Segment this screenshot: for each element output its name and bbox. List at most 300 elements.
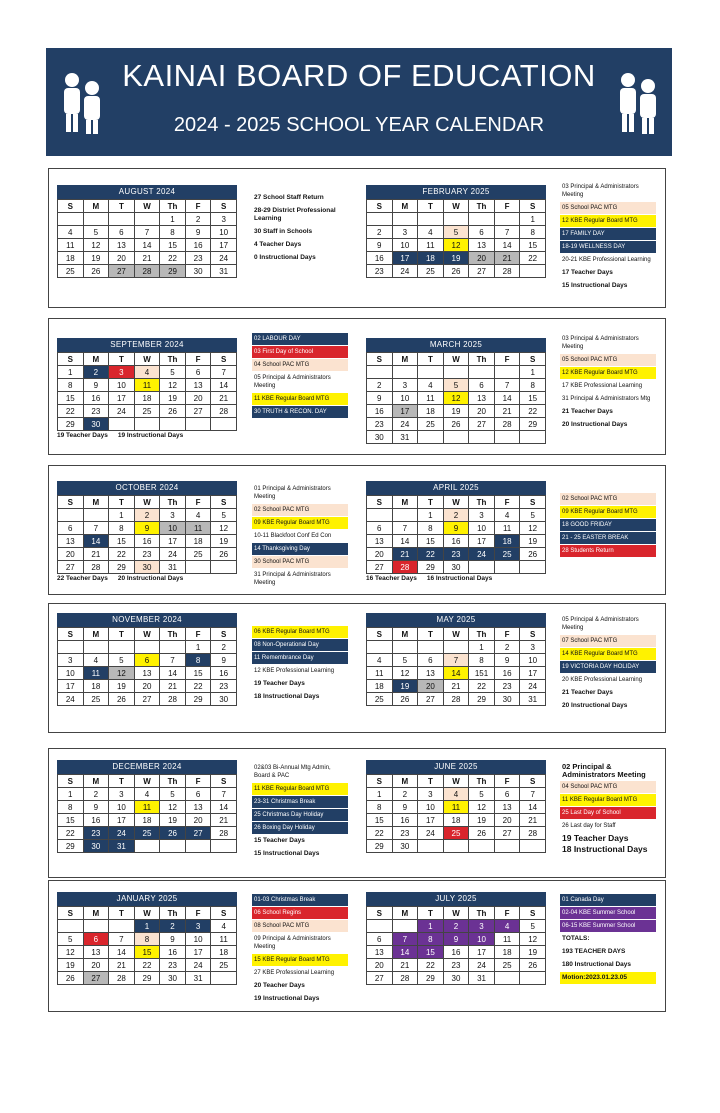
weekday-header: S [211,200,237,213]
day-cell: 1 [58,788,84,801]
event-list [252,333,348,419]
day-cell: 31 [185,972,211,985]
month-day-totals [57,432,193,439]
weekday-header: S [211,496,237,509]
empty-cell [392,509,418,522]
event-item: 27 School Staff Return [254,194,324,201]
day-cell: 8 [418,522,444,535]
month-grid [57,627,237,706]
day-cell: 24 [160,548,186,561]
event-item: 30 TRUTH & RECON. DAY [252,406,348,418]
day-cell: 20 [134,680,160,693]
day-cell: 25 [134,405,160,418]
event-item: 18 Instructional Days [562,844,648,854]
day-cell: 1 [160,213,186,226]
day-cell: 7 [392,522,418,535]
empty-cell [83,213,109,226]
day-cell: 24 [469,548,495,561]
day-cell: 29 [160,265,186,278]
weekday-header: S [367,775,393,788]
day-cell: 15 [160,239,186,252]
empty-cell [469,366,495,379]
day-cell: 18 [418,252,444,265]
weekday-header: M [392,353,418,366]
weekday-header: S [58,353,84,366]
day-cell: 26 [211,548,237,561]
weekday-header: T [109,200,135,213]
empty-cell [367,213,393,226]
day-cell: 24 [392,418,418,431]
empty-cell [469,561,495,574]
month-grid [57,495,237,574]
weekday-header: F [494,496,520,509]
day-cell: 29 [134,972,160,985]
day-cell: 27 [367,972,393,985]
day-cell: 8 [160,226,186,239]
day-cell: 17 [392,252,418,265]
day-cell: 6 [185,366,211,379]
day-cell: 7 [134,226,160,239]
empty-cell [392,366,418,379]
day-cell: 7 [443,654,469,667]
weekday-header: W [443,353,469,366]
event-item: 19 VICTORIA DAY HOLIDAY [560,661,656,673]
month-grid [57,199,237,278]
day-cell: 14 [520,801,546,814]
day-cell: 20 [494,814,520,827]
day-cell: 17 [520,667,546,680]
day-cell: 1 [367,788,393,801]
empty-cell [520,431,546,444]
day-cell: 7 [392,933,418,946]
day-cell: 25 [83,693,109,706]
day-cell: 16 [185,239,211,252]
day-cell: 24 [109,405,135,418]
event-item: 05 Principal & Administrators Meeting [562,617,639,631]
event-item: 12 KBE Regular Board MTG [560,367,656,379]
day-cell: 11 [494,933,520,946]
day-cell: 20 [83,959,109,972]
day-cell: 21 [211,392,237,405]
day-cell: 2 [367,379,393,392]
empty-cell [520,972,546,985]
event-item: 14 Thanksgiving Day [252,543,348,555]
event-item: 04 School PAC MTG [560,781,656,793]
calendar-subtitle: 2024 - 2025 SCHOOL YEAR CALENDAR [173,114,545,136]
day-cell: 14 [392,535,418,548]
day-cell: 16 [494,667,520,680]
weekday-header: W [443,907,469,920]
day-cell: 3 [469,920,495,933]
day-cell: 15 [418,535,444,548]
empty-cell [520,840,546,853]
event-item: 02 LABOUR DAY [252,333,348,345]
day-cell: 24 [469,959,495,972]
day-cell: 25 [494,548,520,561]
day-cell: 21 [494,252,520,265]
day-cell: 17 [109,814,135,827]
day-cell: 8 [418,933,444,946]
day-cell: 5 [443,226,469,239]
weekday-header: M [83,353,109,366]
empty-cell [160,840,186,853]
empty-cell [469,213,495,226]
event-item: 15 Teacher Days [254,837,305,844]
day-cell: 27 [109,265,135,278]
header-banner [46,48,672,156]
day-cell: 26 [443,265,469,278]
day-cell: 29 [367,840,393,853]
event-item: 30 School PAC MTG [252,556,348,568]
empty-cell [185,418,211,431]
day-cell: 17 [109,392,135,405]
day-cell: 28 [494,265,520,278]
day-cell: 1 [418,509,444,522]
weekday-header: F [494,200,520,213]
month-calendar [57,338,237,439]
day-cell: 23 [494,680,520,693]
empty-cell [134,418,160,431]
day-cell: 23 [367,265,393,278]
weekday-header: F [185,775,211,788]
empty-cell [418,641,444,654]
empty-cell [134,840,160,853]
day-cell: 12 [58,946,84,959]
day-cell: 9 [443,522,469,535]
weekday-header: S [367,200,393,213]
day-cell: 23 [443,548,469,561]
day-cell: 10 [418,801,444,814]
day-cell: 13 [109,239,135,252]
month-grid [57,906,237,985]
day-cell: 18 [58,252,84,265]
event-item: 25 Last Day of School [560,807,656,819]
day-cell: 28 [392,561,418,574]
day-cell: 10 [469,933,495,946]
day-cell: 31 [469,972,495,985]
day-cell: 4 [83,654,109,667]
weekday-header: S [520,496,546,509]
event-item: 04 School PAC MTG [252,359,348,371]
event-item: Motion:2023.01.23.05 [560,972,656,984]
empty-cell [392,920,418,933]
day-cell: 4 [494,509,520,522]
weekday-header: T [109,907,135,920]
day-cell: 30 [185,265,211,278]
weekday-header: M [392,496,418,509]
day-cell: 21 [392,959,418,972]
month-title: MAY 2025 [366,613,546,627]
day-cell: 8 [185,654,211,667]
day-cell: 7 [83,522,109,535]
empty-cell [392,213,418,226]
day-cell: 28 [494,418,520,431]
day-total-label: 20 Instructional Days [117,575,184,582]
day-cell: 3 [469,509,495,522]
day-cell: 20 [109,252,135,265]
weekday-header: M [392,200,418,213]
empty-cell [520,265,546,278]
day-cell: 12 [160,801,186,814]
event-item: 20-21 KBE Professional Learning [562,257,651,263]
day-cell: 17 [469,535,495,548]
day-cell: 25 [185,548,211,561]
day-cell: 23 [392,827,418,840]
month-title: NOVEMBER 2024 [57,613,237,627]
day-cell: 14 [134,239,160,252]
day-cell: 25 [134,827,160,840]
day-cell: 15 [58,814,84,827]
day-cell: 18 [134,814,160,827]
event-item: 0 Instructional Days [254,254,316,261]
day-cell: 19 [443,252,469,265]
day-cell: 6 [134,654,160,667]
event-list [252,192,348,265]
day-cell: 14 [392,946,418,959]
event-item: 03 Principal & Administrators Meeting [562,336,639,350]
empty-cell [58,920,84,933]
day-cell: 13 [494,801,520,814]
event-item: 12 KBE Professional Learning [254,668,335,674]
day-cell: 10 [211,226,237,239]
day-cell: 6 [367,933,393,946]
event-item: 27 KBE Professional Learning [254,970,335,976]
day-cell: 31 [160,561,186,574]
day-cell: 5 [520,920,546,933]
day-cell: 17 [211,239,237,252]
day-cell: 18 [83,680,109,693]
empty-cell [443,213,469,226]
day-cell: 24 [392,265,418,278]
day-cell: 9 [211,654,237,667]
weekday-header: W [134,628,160,641]
event-item: 20 Teacher Days [254,982,305,989]
day-cell: 26 [160,405,186,418]
weekday-header: W [443,200,469,213]
event-list [560,493,656,558]
day-cell: 2 [443,509,469,522]
event-item: 28-29 District Professional Learning [254,207,336,222]
empty-cell [367,920,393,933]
day-cell: 13 [469,392,495,405]
day-cell: 25 [443,827,469,840]
day-cell: 27 [494,827,520,840]
day-cell: 22 [109,548,135,561]
event-item: 180 Instructional Days [562,961,631,968]
day-cell: 16 [367,405,393,418]
day-cell: 31 [109,840,135,853]
day-cell: 27 [469,418,495,431]
event-item: 31 Principal & Administrators Meeting [254,572,331,586]
day-cell: 16 [83,392,109,405]
month-calendar [366,185,546,278]
empty-cell [83,509,109,522]
empty-cell [160,418,186,431]
day-cell: 14 [160,667,186,680]
day-cell: 30 [83,418,109,431]
empty-cell [418,840,444,853]
day-cell: 19 [469,814,495,827]
day-cell: 30 [160,972,186,985]
event-item: 08 School PAC MTG [252,920,348,932]
weekday-header: S [520,907,546,920]
empty-cell [469,431,495,444]
weekday-header: S [520,353,546,366]
month-title: OCTOBER 2024 [57,481,237,495]
event-item: 05 School PAC MTG [560,202,656,214]
day-cell: 6 [418,654,444,667]
day-cell: 22 [418,959,444,972]
event-list [252,894,348,1006]
event-list [560,181,656,293]
event-item: 20 KBE Professional Learning [562,677,643,683]
day-cell: 5 [443,379,469,392]
month-title: JANUARY 2025 [57,892,237,906]
day-cell: 26 [160,827,186,840]
day-cell: 3 [185,920,211,933]
month-grid [57,352,237,431]
weekday-header: F [185,496,211,509]
day-cell: 11 [134,801,160,814]
day-total-label: 16 Teacher Days [366,575,417,582]
event-item: 05 Principal & Administrators Meeting [254,375,331,389]
weekday-header: T [418,353,444,366]
day-total-label: 22 Teacher Days [57,575,108,582]
weekday-header: F [185,200,211,213]
month-calendar [57,760,237,853]
day-cell: 20 [58,548,84,561]
day-cell: 23 [160,959,186,972]
weekday-header: T [418,775,444,788]
event-item: 20 Instructional Days [562,702,628,709]
day-cell: 25 [367,693,393,706]
weekday-header: M [83,775,109,788]
event-item: 14 KBE Regular Board MTG [560,648,656,660]
day-cell: 16 [443,946,469,959]
day-cell: 28 [520,827,546,840]
day-cell: 19 [211,535,237,548]
board-title: KAINAI BOARD OF EDUCATION [122,58,596,93]
weekday-header: M [83,200,109,213]
weekday-header: W [134,775,160,788]
event-item: 02 School PAC MTG [252,504,348,516]
day-cell: 2 [160,920,186,933]
day-cell: 11 [211,933,237,946]
day-cell: 2 [83,366,109,379]
weekday-header: S [367,907,393,920]
weekday-header: Th [160,907,186,920]
day-cell: 7 [211,366,237,379]
day-cell: 18 [443,814,469,827]
weekday-header: W [134,907,160,920]
weekday-header: W [134,353,160,366]
weekday-header: S [211,775,237,788]
weekday-header: F [494,775,520,788]
day-cell: 9 [185,226,211,239]
weekday-header: S [520,775,546,788]
day-cell: 29 [58,418,84,431]
day-cell: 15 [185,667,211,680]
day-cell: 19 [58,959,84,972]
day-cell: 7 [494,379,520,392]
day-cell: 9 [160,933,186,946]
empty-cell [134,213,160,226]
empty-cell [83,920,109,933]
day-cell: 6 [185,788,211,801]
event-item: 11 KBE Regular Board MTG [252,783,348,795]
month-calendar [366,613,546,706]
day-cell: 21 [134,252,160,265]
day-cell: 4 [185,509,211,522]
day-cell: 30 [367,431,393,444]
day-cell: 26 [469,827,495,840]
day-cell: 17 [185,946,211,959]
month-title: DECEMBER 2024 [57,760,237,774]
day-cell: 20 [469,252,495,265]
day-cell: 8 [134,933,160,946]
day-cell: 28 [134,265,160,278]
day-cell: 10 [520,654,546,667]
day-cell: 20 [418,680,444,693]
day-cell: 23 [134,548,160,561]
day-cell: 27 [418,693,444,706]
day-cell: 23 [367,418,393,431]
month-calendar [366,892,546,985]
day-cell: 10 [392,392,418,405]
weekday-header: F [494,628,520,641]
day-cell: 1 [185,641,211,654]
empty-cell [109,641,135,654]
day-cell: 20 [185,392,211,405]
day-cell: 17 [58,680,84,693]
weekday-header: F [494,907,520,920]
day-cell: 26 [392,693,418,706]
weekday-header: F [185,907,211,920]
day-cell: 9 [494,654,520,667]
empty-cell [185,561,211,574]
day-cell: 1 [520,366,546,379]
weekday-header: S [211,353,237,366]
day-cell: 24 [520,680,546,693]
day-cell: 26 [520,548,546,561]
day-cell: 9 [83,801,109,814]
weekday-header: T [109,496,135,509]
day-cell: 29 [418,561,444,574]
day-cell: 5 [58,933,84,946]
empty-cell [443,366,469,379]
day-cell: 2 [494,641,520,654]
day-cell: 11 [83,667,109,680]
day-cell: 27 [185,405,211,418]
event-item: 20 Instructional Days [562,421,628,428]
month-calendar [366,481,546,582]
weekday-header: M [83,907,109,920]
day-cell: 15 [418,946,444,959]
day-cell: 9 [367,239,393,252]
day-cell: 28 [109,972,135,985]
empty-cell [185,840,211,853]
event-list [252,626,348,704]
weekday-header: T [418,907,444,920]
day-cell: 18 [185,535,211,548]
event-item: TOTALS: [562,935,590,942]
day-cell: 4 [418,379,444,392]
day-cell: 1 [134,920,160,933]
day-cell: 13 [134,667,160,680]
day-cell: 14 [109,946,135,959]
event-list [560,333,656,432]
month-title: SEPTEMBER 2024 [57,338,237,352]
